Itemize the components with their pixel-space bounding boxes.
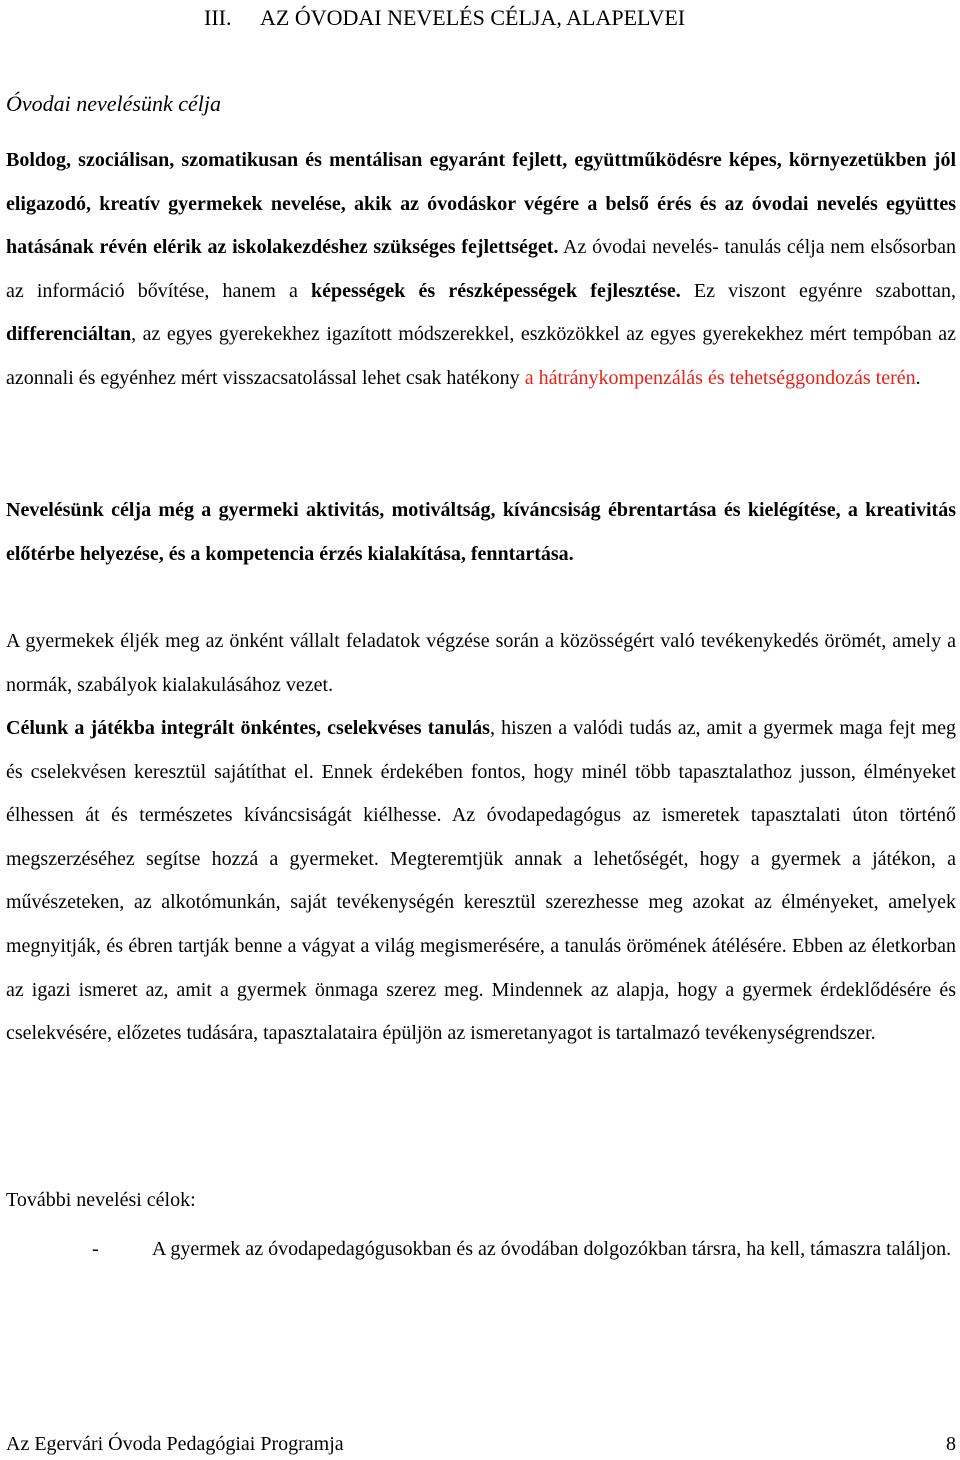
differentiated-bold-text: differenciáltan <box>6 323 132 346</box>
skills-bold-text: képességek és részképességek fejlesztése. <box>310 279 681 302</box>
goals-text-3: , az egyes gyerekekhez igazított módszerekkel, eszközökkel az egyes gyerekekhez mért tempóban az azonnali és egyénhez mért visszacsatolással lehet csak hatékony <box>6 323 956 389</box>
chapter-title-text: AZ ÓVODAI NEVELÉS CÉLJA, ALAPELVEI <box>260 5 686 30</box>
further-goals-list <box>6 1228 956 1272</box>
paragraph-community: A gyermekek éljék meg az önként vállalt feladatok végzése során a közösségért való tevékenykedés örömét, amely a normák, szabályok kialakulásához vezet. <box>6 630 956 696</box>
footer-title: Az Egervári Óvoda Pedagógiai Programja <box>6 1433 344 1455</box>
chapter-title <box>204 4 904 32</box>
learning-text: , hiszen a valódi tudás az, amit a gyermek maga fejt meg és cselekvésen keresztül sajátíthat el. Ennek érdekében fontos, hogy minél több tapasztalathoz jusson, élményeket élhessen át és természetes kíváncsiságát kiélhesse. Az óvodapedagógus az ismeretek tapasztalati úton történő megszerzéséhez segítse hozzá a gyermeket. Megteremtjük annak a lehetőségét, hogy a gyermek a játékon, a művészeteken, az alkotómunkán, saját tevékenységén keresztül szerezhesse meg azokat az élményeket, amelyek megnyitják, és ébren tartják benne a vágyat a világ megismerésére, a tanulás örömének átélésére. Ebben az életkorban az igazi ismeret az, amit a gyermek önmaga szerez meg. Mindennek az alapja, hogy a gyermek érdeklődésére és cselekvésére, előzetes tudására, tapasztalataira épüljön az ismeretanyagot is tartalmazó tevékenységrendszer. <box>6 717 956 1045</box>
goals-text-1: Az óvodai nevelés- tanulás célja nem elsősorban az információ bővítése, hanem a <box>6 236 956 302</box>
paragraph-learning <box>6 707 956 1056</box>
paragraph-activity: Nevelésünk célja még a gyermeki aktivitás, motiváltság, kíváncsiság ébrentartása és kielégítése, a kreativitás előtérbe helyezése, és a kompetencia érzés kialakítása, fenntartása. <box>6 499 956 566</box>
list-item <box>6 1228 956 1272</box>
goals-bold-text: Boldog, szociálisan, szomatikusan és mentálisan egyaránt fejlett, együttműködésre képes, környezetükben jól eligazodó, kreatív gyermekek nevelése, akik az óvodáskor végére a belső érés és az óvodai nevelés együttes hatásának révén elérik az iskolakezdéshez szükséges fejlettséget. <box>6 149 956 259</box>
highlighted-red-text: a hátránykompenzálás és tehetséggondozás terén <box>524 366 916 389</box>
goals-text-2: Ez viszont egyénre szabottan, <box>680 279 956 302</box>
chapter-number: III. <box>204 5 232 30</box>
list-item-text: A gyermek az óvodapedagógusokban és az óvodában dolgozókban társra, ha kell, támaszra találjon. <box>152 1238 952 1260</box>
paragraph-goals <box>6 139 956 401</box>
page-number: 8 <box>946 1433 956 1455</box>
further-goals-heading: További nevelési célok: <box>6 1189 196 1211</box>
page-footer <box>6 1430 956 1458</box>
list-bullet: - <box>92 1238 99 1260</box>
section-title: Óvodai nevelésünk célja <box>6 91 222 116</box>
learning-bold-text: Célunk a játékba integrált önkéntes, cselekvéses tanulás <box>6 717 490 739</box>
goals-text-4: . <box>915 366 921 389</box>
